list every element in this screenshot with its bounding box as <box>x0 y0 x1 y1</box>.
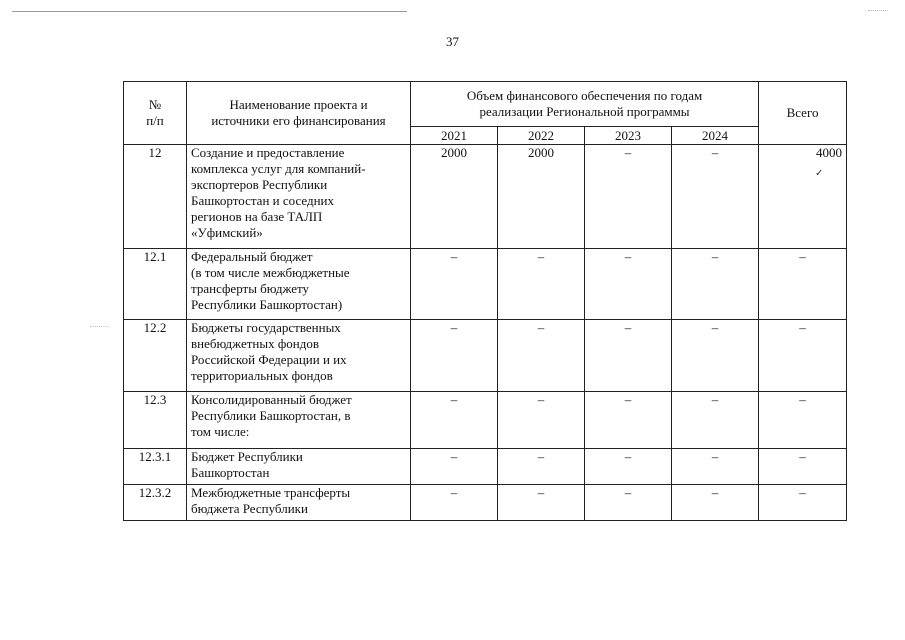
row-value: – <box>411 449 498 485</box>
row-value: – <box>585 145 672 249</box>
row-value: – <box>498 392 585 449</box>
row-value: – <box>585 449 672 485</box>
row-name: Консолидированный бюджет Республики Башкортостан, в том числе: <box>187 392 411 449</box>
row-value: – <box>585 249 672 320</box>
header-name: Наименование проекта и источники его финансирования <box>187 82 411 145</box>
row-value: – <box>672 249 759 320</box>
row-total: – <box>759 449 847 485</box>
financing-table <box>123 81 847 521</box>
row-value: – <box>498 320 585 392</box>
table-row <box>124 449 847 485</box>
row-value: – <box>498 485 585 521</box>
table-row <box>124 320 847 392</box>
row-value: – <box>498 249 585 320</box>
header-row <box>124 82 847 127</box>
row-total: – <box>759 392 847 449</box>
table-row <box>124 145 847 249</box>
row-num: 12.3.1 <box>124 449 187 485</box>
table-row <box>124 485 847 521</box>
row-num: 12.3 <box>124 392 187 449</box>
scan-artifact-left <box>90 326 108 327</box>
row-total: – <box>759 249 847 320</box>
row-value: – <box>411 249 498 320</box>
row-name: Межбюджетные трансферты бюджета Республики <box>187 485 411 521</box>
table-row <box>124 392 847 449</box>
row-name: Бюджет Республики Башкортостан <box>187 449 411 485</box>
row-value: – <box>585 485 672 521</box>
row-num: 12.3.2 <box>124 485 187 521</box>
row-name: Бюджеты государственных внебюджетных фондов Российской Федерации и их территориальных фондов <box>187 320 411 392</box>
header-year: 2023 <box>585 127 672 145</box>
header-year: 2024 <box>672 127 759 145</box>
row-name: Создание и предоставление комплекса услуг для компаний- экспортеров Республики Башкортостан и соседних регионов на базе ТАЛП «Уфимский» <box>187 145 411 249</box>
row-num: 12.1 <box>124 249 187 320</box>
row-value: – <box>411 320 498 392</box>
handwritten-check-mark: ✓ <box>815 168 824 179</box>
row-num: 12 <box>124 145 187 249</box>
row-total: – <box>759 485 847 521</box>
row-total: – <box>759 320 847 392</box>
header-total: Всего <box>759 82 847 145</box>
header-year: 2021 <box>411 127 498 145</box>
row-value: – <box>672 320 759 392</box>
row-value: – <box>672 449 759 485</box>
row-value: – <box>585 320 672 392</box>
row-value: – <box>672 392 759 449</box>
row-value: – <box>672 145 759 249</box>
header-num: № п/п <box>124 82 187 145</box>
row-value: – <box>411 392 498 449</box>
scan-artifact-top-right <box>868 10 888 11</box>
page-number: 37 <box>446 34 459 49</box>
row-value: 2000 <box>411 145 498 249</box>
scan-artifact-top-line <box>12 11 407 12</box>
row-total: 4000 <box>759 145 847 249</box>
row-value: 2000 <box>498 145 585 249</box>
row-value: – <box>585 392 672 449</box>
row-value: – <box>498 449 585 485</box>
row-value: – <box>411 485 498 521</box>
row-name: Федеральный бюджет (в том числе межбюджетные трансферты бюджету Республики Башкортостан) <box>187 249 411 320</box>
header-funding-group: Объем финансового обеспечения по годам реализации Региональной программы <box>411 82 759 127</box>
header-year: 2022 <box>498 127 585 145</box>
table-row <box>124 249 847 320</box>
row-num: 12.2 <box>124 320 187 392</box>
row-value: – <box>672 485 759 521</box>
